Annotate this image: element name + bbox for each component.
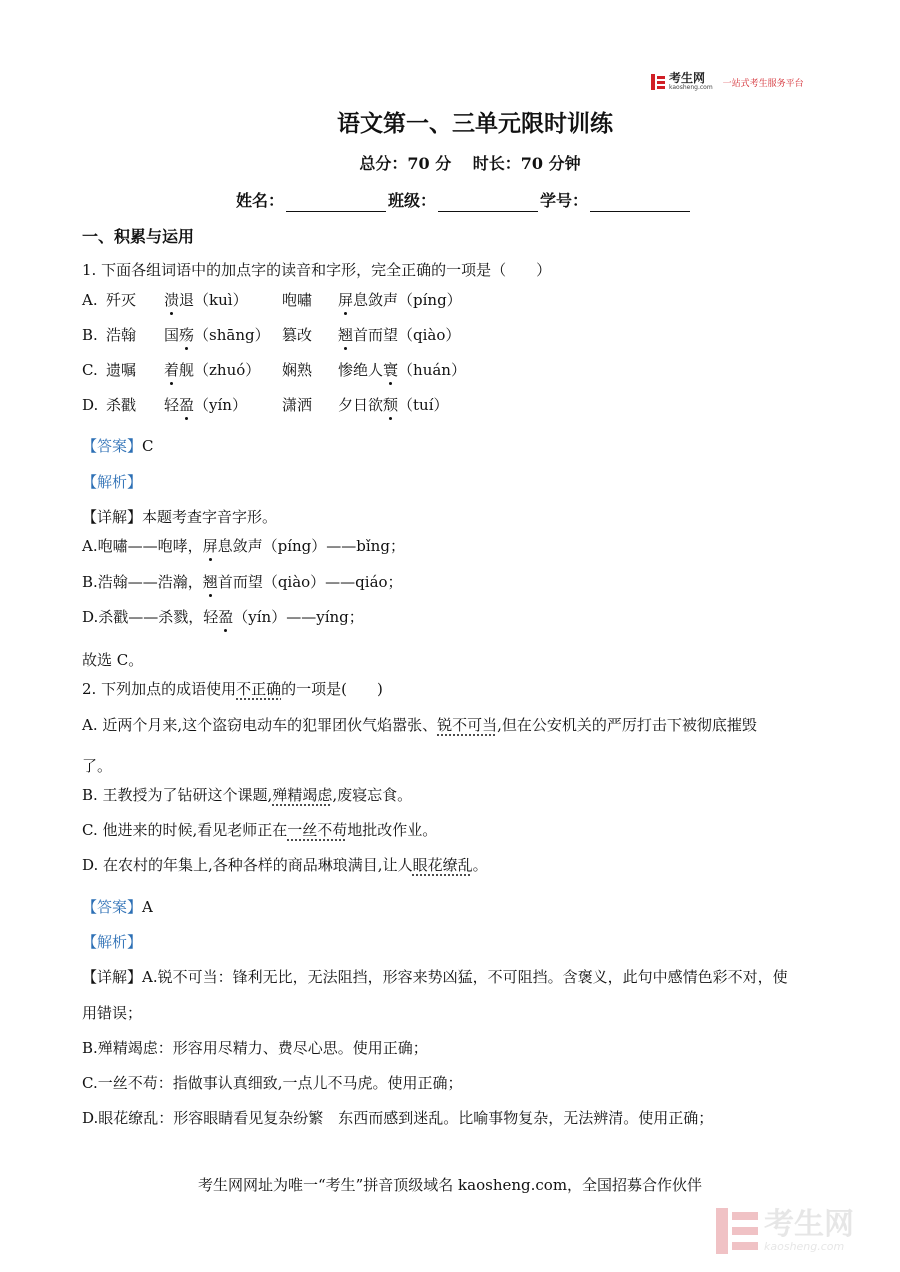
q1-option-d: D. 杀戳 轻盈（yín） 潇洒 夕日欲颓（tuí） — [82, 396, 449, 414]
q1-detail-b: B.浩翰——浩瀚，翘首而望（qiào）——qiáo； — [82, 573, 403, 591]
logo-domain: kaosheng.com — [669, 84, 713, 91]
watermark-logo — [716, 1208, 854, 1254]
id-label: 学号： — [540, 191, 589, 210]
q1-detail-a: A.咆嘯——咆哮，屏息敛声（píng）——bǐng； — [82, 537, 405, 555]
q1-detail: 【详解】本题考查字音字形。 — [82, 508, 278, 526]
logo-mark-icon — [651, 74, 665, 90]
q2-option-a: A. 近两个月来,这个盗窃电动车的犯罪团伙气焰嚣张、锐不可当,但在公安机关的严厉打击下被彻底摧毁 — [82, 716, 757, 734]
q1-option-a: A. 歼灭 溃退（kuì） 咆嘯 屏息敛声（píng） — [82, 291, 462, 309]
q2-stem-emphasis: 不正确 — [236, 680, 282, 698]
logo-name: 考生网 — [669, 71, 706, 85]
q1-stem: 1. 下面各组词语中的加点字的读音和字形，完全正确的一项是（ ） — [82, 261, 552, 279]
watermark-name: 考生网 — [764, 1206, 854, 1242]
q2-option-a-cont: 了。 — [82, 757, 113, 775]
q2-option-c: C. 他进来的时候,看见老师正在一丝不苟地批改作业。 — [82, 821, 438, 839]
watermark-domain: kaosheng.com — [764, 1239, 845, 1253]
q2-option-d: D. 在农村的年集上,各种各样的商品琳琅满目,让人眼花缭乱。 — [82, 856, 488, 874]
page-title: 语文第一、三单元限时训练 — [337, 110, 613, 137]
footer-text: 考生网网址为唯一“考生”拼音顶级域名 kaosheng.com，全国招募合作伙伴 — [197, 1176, 703, 1194]
q1-option-b: B. 浩翰 国殇（shāng） 篡改 翘首而望（qiào） — [82, 326, 461, 344]
q2-stem: 2. 下列加点的成语使用不正确的一项是( ) — [82, 680, 383, 698]
class-label: 班级： — [388, 191, 437, 210]
q2-detail-2: 用错误； — [82, 1004, 143, 1022]
name-label: 姓名： — [236, 191, 285, 210]
q2-detail-b: B.殚精竭虑：形容用尽精力、费尽心思。使用正确； — [82, 1039, 428, 1057]
class-field[interactable] — [438, 195, 538, 212]
section-heading: 一、积累与运用 — [82, 227, 195, 246]
score-line: 总分：70 分 时长：70 分钟 — [359, 154, 581, 173]
q1-analysis-tag: 【解析】 — [82, 473, 143, 491]
header-logo — [651, 72, 804, 92]
logo-slogan: 一站式考生服务平台 — [722, 78, 804, 89]
q1-option-c: C. 遗嘱 着舰（zhuó） 娴熟 惨绝人寰（huán） — [82, 361, 466, 379]
q2-detail-c: C.一丝不苟：指做事认真细致,一点儿不马虎。使用正确； — [82, 1074, 463, 1092]
q1-answer: 【答案】C — [82, 437, 154, 455]
watermark-mark-icon — [716, 1208, 758, 1254]
student-info — [236, 190, 692, 212]
q2-option-b: B. 王教授为了钻研这个课题,殚精竭虑,废寝忘食。 — [82, 786, 413, 804]
id-field[interactable] — [590, 195, 690, 212]
q1-detail-d: D.杀戳——杀戮，轻盈（yín）——yíng； — [82, 608, 364, 626]
q2-detail-1: 【详解】A.锐不可当：锋利无比，无法阻挡，形容来势凶猛，不可阻挡。含褒义，此句中感情色彩不对，使 — [82, 968, 788, 986]
q2-detail-d: D.眼花缭乱：形容眼睛看见复杂纷繁 东西而感到迷乱。比喻事物复杂，无法辨清。使用正确； — [82, 1109, 714, 1127]
name-field[interactable] — [286, 195, 386, 212]
q2-analysis-tag: 【解析】 — [82, 933, 143, 951]
q1-conclusion: 故选 C。 — [82, 651, 144, 669]
q2-answer: 【答案】A — [82, 898, 153, 916]
